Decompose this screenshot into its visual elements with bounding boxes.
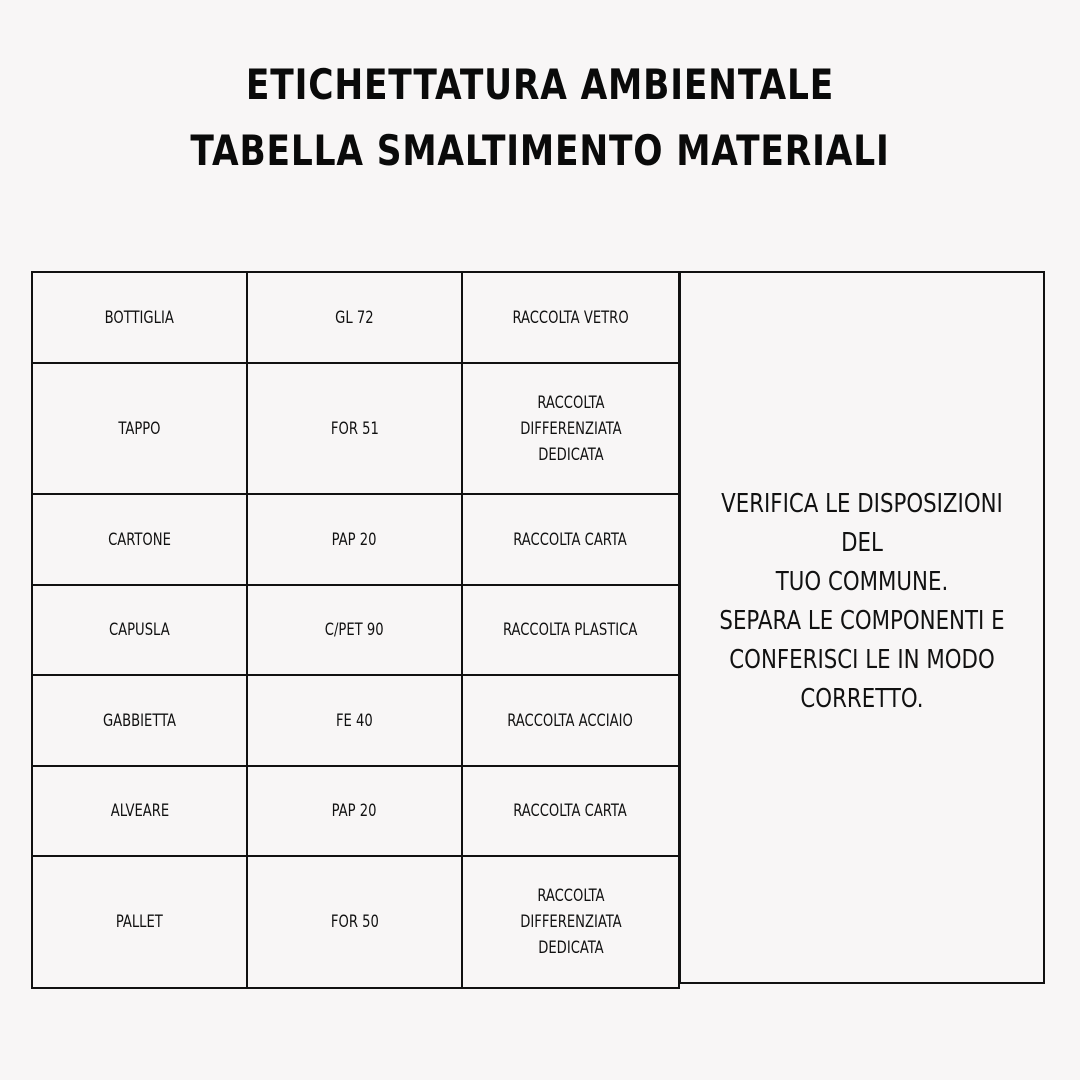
disposal-cell — [462, 675, 679, 766]
disposal-cell — [462, 494, 679, 585]
component-label: CAPUSLA — [109, 620, 170, 640]
material-code: PAP 20 — [332, 801, 377, 821]
component-cell — [32, 856, 247, 988]
disposal-note-text: VERIFICA LE DISPOSIZIONI DEL TUO COMMUNE. SEPARA LE COMPONENTI E CONFERISCI LE IN MODO CORRETTO. — [719, 488, 1005, 714]
component-cell — [32, 585, 247, 675]
disposal-cell — [462, 272, 679, 363]
table-row — [32, 494, 679, 585]
table-row — [32, 585, 679, 675]
table-row — [32, 272, 679, 363]
page-title-line-1: ETICHETTATURA AMBIENTALE — [245, 60, 835, 109]
disposal-label: RACCOLTA DIFFERENZIATA DEDICATA — [519, 392, 622, 465]
component-label: BOTTIGLIA — [104, 307, 175, 328]
code-cell — [247, 675, 462, 766]
component-cell — [32, 494, 247, 585]
material-code: FOR 51 — [330, 418, 379, 439]
disposal-cell — [462, 856, 679, 988]
code-cell — [247, 494, 462, 585]
component-cell — [32, 766, 247, 856]
disposal-cell — [462, 363, 679, 494]
component-label: GABBIETTA — [102, 710, 177, 731]
code-cell — [247, 272, 462, 363]
disposal-label: RACCOLTA VETRO — [512, 307, 629, 328]
component-label: PALLET — [115, 912, 163, 932]
table-row — [32, 675, 679, 766]
disposal-label: RACCOLTA CARTA — [513, 529, 628, 550]
table-row — [32, 766, 679, 856]
disposal-cell — [462, 766, 679, 856]
material-code: PAP 20 — [332, 529, 377, 550]
page-title-line-2: TABELLA SMALTIMENTO MATERIALI — [190, 126, 890, 175]
disposal-cell — [462, 585, 679, 675]
material-code: FOR 50 — [330, 912, 379, 932]
disposal-note-box — [679, 271, 1045, 984]
disposal-label: RACCOLTA PLASTICA — [503, 620, 638, 640]
code-cell — [247, 585, 462, 675]
component-cell — [32, 675, 247, 766]
material-code: GL 72 — [335, 307, 374, 328]
component-cell — [32, 363, 247, 494]
code-cell — [247, 856, 462, 988]
material-code: FE 40 — [336, 710, 373, 731]
component-label: TAPPO — [118, 418, 161, 439]
code-cell — [247, 363, 462, 494]
disposal-label: RACCOLTA CARTA — [513, 801, 628, 821]
component-label: ALVEARE — [110, 801, 169, 821]
disposal-table — [31, 271, 680, 989]
table-row — [32, 856, 679, 988]
component-cell — [32, 272, 247, 363]
disposal-label: RACCOLTA DIFFERENZIATA DEDICATA — [519, 886, 622, 958]
component-label: CARTONE — [108, 529, 171, 550]
disposal-label: RACCOLTA ACCIAIO — [507, 710, 634, 731]
code-cell — [247, 766, 462, 856]
material-code: C/PET 90 — [325, 620, 384, 640]
table-row — [32, 363, 679, 494]
